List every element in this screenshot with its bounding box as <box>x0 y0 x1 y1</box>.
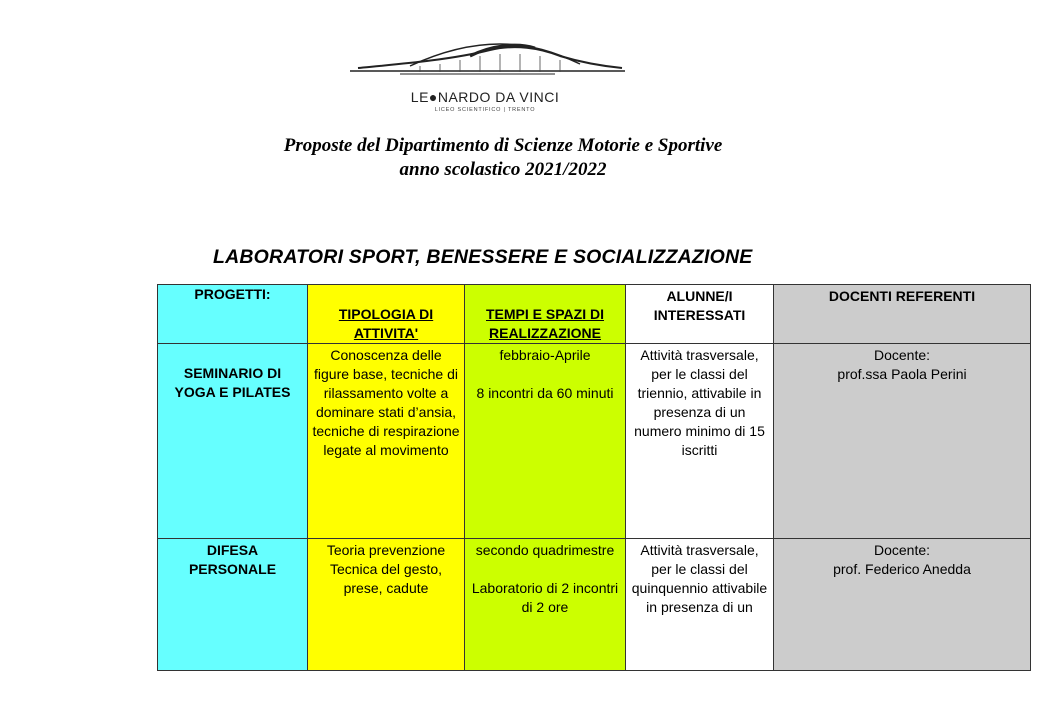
project-name: SEMINARIO DI YOGA E PILATES <box>158 344 308 539</box>
table-header-row <box>158 285 1031 344</box>
time-details: 8 incontri da 60 minuti <box>476 385 614 401</box>
projects-table <box>157 284 1031 671</box>
time-space <box>465 344 626 539</box>
logo-subtitle: LICEO SCIENTIFICO | TRENTO <box>434 107 536 113</box>
header-tempi <box>465 285 626 344</box>
header-tipologia <box>308 285 465 344</box>
document-title <box>0 134 1006 182</box>
students-info: Attività trasversale, per le classi del quinquennio attivabile in presenza di un <box>626 539 774 671</box>
bridge-logo-icon <box>340 38 630 88</box>
time-details: Laboratorio di 2 incontri di 2 ore <box>471 580 619 615</box>
teacher-label: Docente: <box>873 542 931 558</box>
teacher-name: prof. Federico Anedda <box>833 561 971 577</box>
logo-name: LE●NARDO DA VINCI <box>410 89 560 105</box>
activity-type: Conoscenza delle figure base, tecniche di rilassamento volte a dominare stati d’ansia, tecniche di respirazione legate al movimento <box>308 344 465 539</box>
students-info: Attività trasversale, per le classi del triennio, attivabile in presenza di un numero minimo di 15 iscritti <box>626 344 774 539</box>
title-line-1: Proposte del Dipartimento di Scienze Motorie e Sportive <box>283 135 723 156</box>
title-line-2: anno scolastico 2021/2022 <box>399 159 607 180</box>
school-logo <box>340 38 630 118</box>
header-docenti: DOCENTI REFERENTI <box>774 285 1031 344</box>
header-alunni: ALUNNE/I INTERESSATI <box>626 285 774 344</box>
header-progetti: PROGETTI: <box>158 285 308 344</box>
table-row <box>158 344 1031 539</box>
table-row <box>158 539 1031 671</box>
teachers <box>774 539 1031 671</box>
teacher-name: prof.ssa Paola Perini <box>837 366 967 382</box>
project-name: DIFESA PERSONALE <box>158 539 308 671</box>
time-period: secondo quadrimestre <box>475 542 615 558</box>
time-space <box>465 539 626 671</box>
header-tipologia-text: TIPOLOGIA DI ATTIVITA' <box>338 306 434 341</box>
header-tempi-text: TEMPI E SPAZI DI REALIZZAZIONE <box>486 306 604 341</box>
teacher-label: Docente: <box>873 347 931 363</box>
teachers <box>774 344 1031 539</box>
section-heading: LABORATORI SPORT, BENESSERE E SOCIALIZZAZIONE <box>213 246 753 268</box>
time-period: febbraio-Aprile <box>499 347 591 363</box>
activity-type: Teoria prevenzione Tecnica del gesto, prese, cadute <box>308 539 465 671</box>
